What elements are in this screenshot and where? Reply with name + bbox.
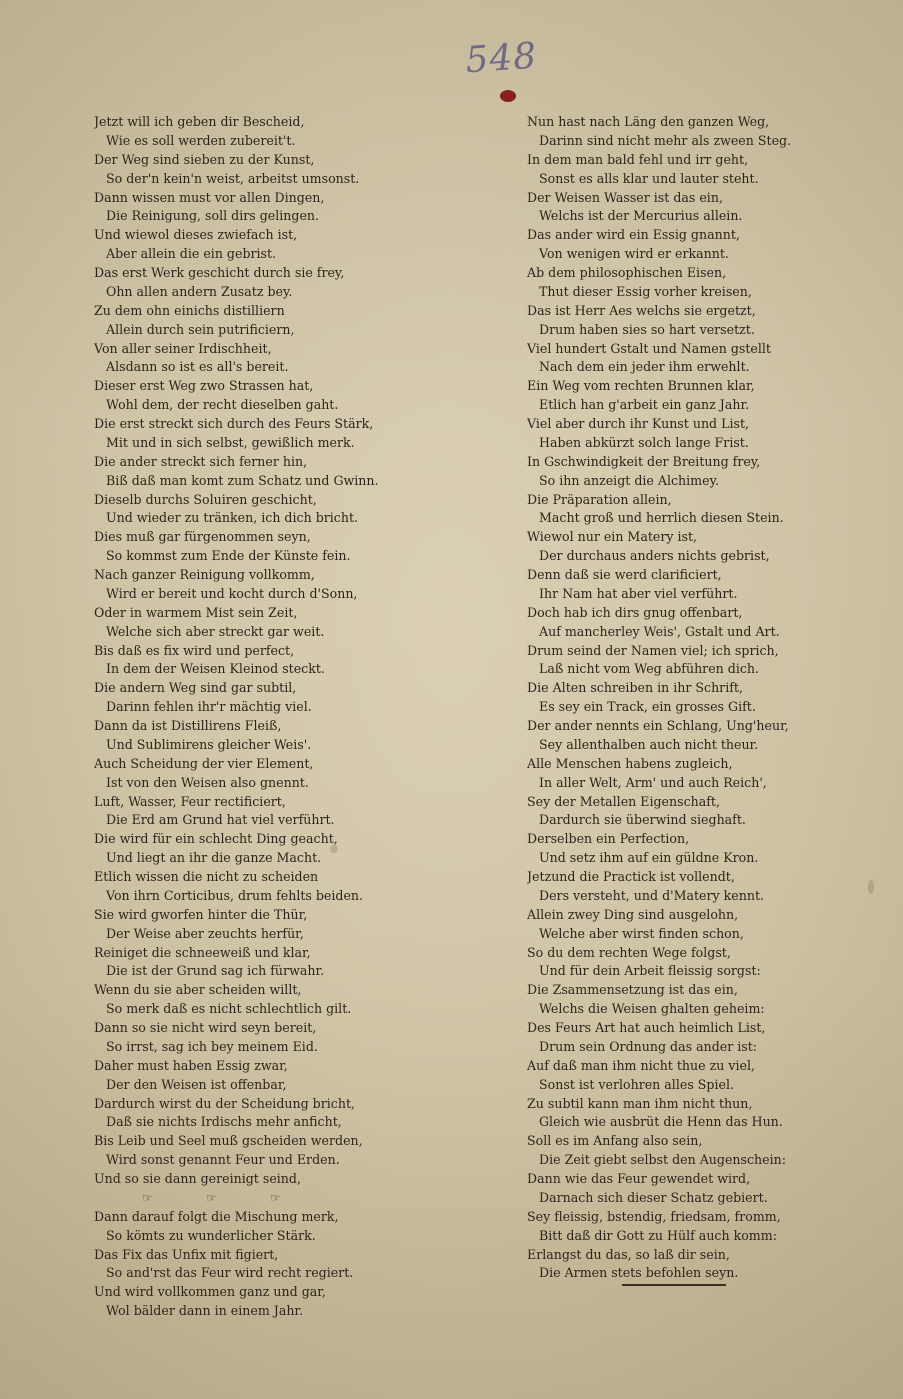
verse-line: Wenn du sie aber scheiden willt, [94,982,302,998]
verse-line: Aber allein die ein gebrist. [106,246,277,262]
verse-line: Und so sie dann gereinigt seind, [94,1171,301,1186]
verse-line: Jetzt will ich geben dir Bescheid, [94,114,305,129]
verse-line: So kommst zum Ende der Künste fein. [106,548,351,564]
pointing-hand-icon: ☞ [270,1190,283,1205]
verse-line: Soll es im Anfang also sein, [527,1133,703,1149]
verse-line: Dardurch sie überwind sieghaft. [539,812,746,828]
verse-line: Erlangst du das, so laß dir sein, [527,1246,730,1262]
verse-line: Alsdann so ist es all's bereit. [106,359,289,375]
verse-line: Dann so sie nicht wird seyn bereit, [94,1020,317,1035]
verse-line: Ein Weg vom rechten Brunnen klar, [527,378,755,394]
verse-line: Das erst Werk geschicht durch sie frey, [94,265,345,280]
verse-line: Die erst streckt sich durch des Feurs Stärk, [94,416,374,431]
verse-line: Dann wissen must vor allen Dingen, [94,189,325,205]
verse-line: Welche sich aber streckt gar weit. [106,623,325,639]
red-wax-mark [500,90,516,102]
verse-line: Und wiewol dieses zwiefach ist, [94,227,298,243]
verse-line: Dann darauf folgt die Mischung merk, [94,1208,339,1224]
verse-line: Dieser erst Weg zwo Strassen hat, [94,378,314,394]
verse-line: Und für dein Arbeit fleissig sorgst: [539,963,761,979]
verse-line: Viel hundert Gstalt und Namen gstellt [527,340,771,356]
verse-line: Das ist Herr Aes welchs sie ergetzt, [527,302,756,318]
verse-line: So merk daß es nicht schlechtlich gilt. [106,1001,352,1017]
verse-line: So der'n kein'n weist, arbeitst umsonst. [106,170,360,186]
verse-line: Nach dem ein jeder ihm erwehlt. [539,359,750,375]
verse-line: Daher must haben Essig zwar, [94,1057,288,1073]
verse-line: Dieselb durchs Soluiren geschicht, [94,491,317,507]
verse-line: Jetzund die Practick ist vollendt, [527,869,735,884]
verse-line: So du dem rechten Wege folgst, [527,944,731,960]
verse-line: Laß nicht vom Weg abführen dich. [539,661,760,677]
verse-line: Die ander streckt sich ferner hin, [94,453,308,469]
verse-line: Der Weisen Wasser ist das ein, [527,189,723,205]
verse-line: Ohn allen andern Zusatz bey. [106,283,293,299]
verse-line: Allein durch sein putrificiern, [106,321,295,337]
verse-line: In Gschwindigkeit der Breitung frey, [527,453,761,469]
verse-line: Sie wird gworfen hinter die Thür, [94,906,308,922]
verse-line: Ist von den Weisen also gnennt. [106,774,309,790]
verse-line: Daß sie nichts Irdischs mehr anficht, [106,1114,342,1130]
verse-line: Von ihrn Corticibus, drum fehlts beiden. [106,887,364,903]
closing-rule [622,1284,726,1286]
verse-line: Von aller seiner Irdischheit, [94,340,272,356]
verse-line: Wird er bereit und kocht durch d'Sonn, [106,585,358,601]
verse-line: Darinn fehlen ihr'r mächtig viel. [106,699,312,715]
verse-line: Die ist der Grund sag ich fürwahr. [106,963,325,979]
pointing-hand-icon: ☞ [206,1190,219,1205]
verse-line: Bis Leib und Seel muß gscheiden werden, [94,1133,363,1149]
verse-line: Die andern Weg sind gar subtil, [94,680,297,696]
verse-line: In aller Welt, Arm' und auch Reich', [539,774,767,790]
verse-line: Drum seind der Namen viel; ich sprich, [527,642,779,658]
verse-line: So kömts zu wunderlicher Stärk. [106,1227,316,1243]
verse-line: Drum haben sies so hart versetzt. [539,321,755,337]
verse-line: Der durchaus anders nichts gebrist, [539,548,770,564]
verse-line: Und wird vollkommen ganz und gar, [94,1284,326,1300]
verse-line: Wie es soll werden zubereit't. [106,132,296,148]
verse-line: Haben abkürzt solch lange Frist. [539,434,749,450]
verse-line: Welchs ist der Mercurius allein. [539,208,743,224]
verse-line: Das Fix das Unfix mit figiert, [94,1246,279,1262]
verse-line: Die Zeit giebt selbst den Augenschein: [539,1152,786,1168]
verse-line: Zu dem ohn einichs distilliern [94,302,285,318]
verse-line: Dies muß gar fürgenommen seyn, [94,529,311,545]
folio-number: 548 [464,35,539,82]
verse-line: So irrst, sag ich bey meinem Eid. [106,1038,318,1054]
verse-line: Nach ganzer Reinigung vollkomm, [94,567,315,582]
verse-line: Die Erd am Grund hat viel verführt. [106,812,335,828]
verse-line: Nun hast nach Läng den ganzen Weg, [527,114,770,129]
verse-line: Wohl dem, der recht dieselben gaht. [106,397,339,413]
verse-line: Von wenigen wird er erkannt. [539,246,729,262]
verse-line: Dann wie das Feur gewendet wird, [527,1171,751,1186]
verse-line: Oder in warmem Mist sein Zeit, [94,604,298,620]
verse-line: Reiniget die schneeweiß und klar, [94,944,311,960]
verse-line: Thut dieser Essig vorher kreisen, [539,283,752,299]
verse-line: Welchs die Weisen ghalten geheim: [539,1001,765,1017]
verse-line: Wird sonst genannt Feur und Erden. [106,1152,340,1168]
verse-line: Auf daß man ihm nicht thue zu viel, [527,1057,755,1073]
verse-line: Die Zsammensetzung ist das ein, [527,982,738,998]
verse-line: Gleich wie ausbrüt die Henn das Hun. [539,1114,783,1130]
verse-line: Sonst es alls klar und lauter steht. [539,170,759,186]
verse-line: Der den Weisen ist offenbar, [106,1076,287,1092]
verse-line: Ab dem philosophischen Eisen, [527,265,727,280]
verse-line: Viel aber durch ihr Kunst und List, [527,416,750,431]
verse-line: Darinn sind nicht mehr als zween Steg. [539,132,792,148]
verse-line: Die Präparation allein, [527,491,672,507]
verse-line: Und Sublimirens gleicher Weis'. [106,736,312,752]
verse-line: In dem der Weisen Kleinod steckt. [106,661,325,677]
verse-line: Mit und in sich selbst, gewißlich merk. [106,434,355,450]
verse-line: Und setz ihm auf ein güldne Kron. [539,850,759,866]
verse-line: Und wieder zu tränken, ich dich bricht. [106,510,359,526]
verse-line: Biß daß man komt zum Schatz und Gwinn. [106,472,379,488]
verse-line: Dann da ist Distillirens Fleiß, [94,718,282,733]
verse-line: Der Weise aber zeuchts herfür, [106,925,304,941]
verse-line: Welche aber wirst finden schon, [539,925,744,941]
verse-line: Ihr Nam hat aber viel verführt. [539,585,738,601]
verse-line: Das ander wird ein Essig gnannt, [527,227,740,243]
verse-line: Wol bälder dann in einem Jahr. [106,1303,304,1319]
verse-line: Doch hab ich dirs gnug offenbart, [527,604,743,620]
verse-line: Drum sein Ordnung das ander ist: [539,1038,758,1054]
verse-line: Zu subtil kann man ihm nicht thun, [527,1095,753,1111]
verse-line: Denn daß sie werd clarificiert, [527,567,722,582]
verse-line: Allein zwey Ding sind ausgelohn, [527,906,739,922]
verse-line: Auch Scheidung der vier Element, [94,755,314,771]
verse-line: Es sey ein Track, ein grosses Gift. [539,699,756,715]
ornament-divider [94,1189,486,1208]
verse-line: Der Weg sind sieben zu der Kunst, [94,151,315,167]
verse-line: Die Reinigung, soll dirs gelingen. [106,208,320,224]
verse-line: Bitt daß dir Gott zu Hülf auch komm: [539,1227,777,1243]
verse-line: Etlich wissen die nicht zu scheiden [94,869,319,884]
verse-line: Des Feurs Art hat auch heimlich List, [527,1020,766,1035]
verse-line: So and'rst das Feur wird recht regiert. [106,1265,354,1281]
verse-line: Luft, Wasser, Feur rectificiert, [94,793,286,809]
verse-line: Sey allenthalben auch nicht theur. [539,736,759,752]
verse-line: So ihn anzeigt die Alchimey. [539,472,720,488]
verse-line: Auf mancherley Weis', Gstalt und Art. [539,623,780,639]
verse-line: Der ander nennts ein Schlang, Ung'heur, [527,718,789,733]
verse-line: Derselben ein Perfection, [527,831,690,847]
verse-line: Macht groß und herrlich diesen Stein. [539,510,784,526]
verse-line: Ders versteht, und d'Matery kennt. [539,887,765,903]
left-verse-column [94,113,486,1321]
verse-line: Sey der Metallen Eigenschaft, [527,793,720,809]
verse-line: Dardurch wirst du der Scheidung bricht, [94,1095,356,1111]
verse-line: In dem man bald fehl und irr geht, [527,151,749,167]
verse-line: Alle Menschen habens zugleich, [527,755,733,771]
verse-line: Etlich han g'arbeit ein ganz Jahr. [539,397,750,413]
verse-line: Die Armen stets befohlen seyn. [539,1265,739,1281]
right-verse-column [527,113,899,1283]
verse-line: Bis daß es fix wird und perfect, [94,642,295,658]
verse-line: Die Alten schreiben in ihr Schrift, [527,680,743,696]
verse-line: Sonst ist verlohren alles Spiel. [539,1076,734,1092]
verse-line: Und liegt an ihr die ganze Macht. [106,850,322,866]
verse-line: Darnach sich dieser Schatz gebiert. [539,1189,768,1205]
verse-line: Sey fleissig, bstendig, friedsam, fromm, [527,1208,781,1224]
verse-line: Wiewol nur ein Matery ist, [527,529,698,545]
pointing-hand-icon: ☞ [142,1190,155,1205]
verse-line: Die wird für ein schlecht Ding geacht, [94,831,338,847]
